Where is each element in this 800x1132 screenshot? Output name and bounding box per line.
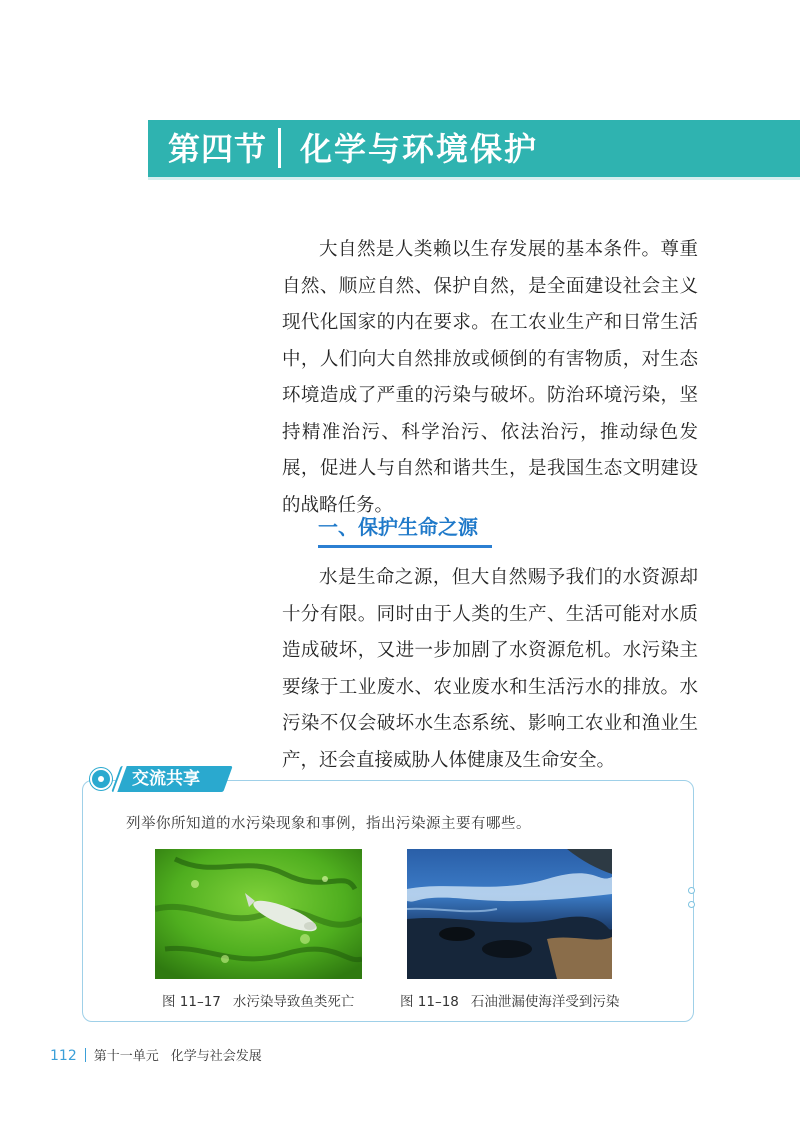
unit-title: 化学与社会发展 bbox=[170, 1049, 262, 1064]
box-edge-dot bbox=[688, 887, 695, 894]
banner-separator bbox=[278, 128, 281, 168]
subsection-title: 一、保护生命之源 bbox=[318, 515, 478, 539]
figure-caption-text-1: 水污染导致鱼类死亡 bbox=[232, 994, 355, 1010]
figure-oil-spill-photo bbox=[407, 849, 612, 979]
figure-number-2: 图 11–18 bbox=[400, 994, 459, 1010]
section-number: 第四节 bbox=[168, 130, 268, 168]
figure-caption-2 bbox=[400, 990, 619, 1010]
page-footer bbox=[50, 1046, 262, 1066]
tag-label: 交流共享 bbox=[132, 769, 200, 789]
subsection-underline bbox=[318, 545, 492, 548]
unit-number: 第十一单元 bbox=[93, 1049, 159, 1064]
figure-number-1: 图 11–17 bbox=[162, 994, 221, 1010]
figure-caption-1 bbox=[162, 990, 354, 1010]
subsection-paragraph: 水是生命之源，但大自然赐予我们的水资源却十分有限。同时由于人类的生产、生活可能对水质造成破坏，又进一步加剧了水资源危机。水污染主要缘于工业废水、农业废水和生活污水的排放。水污染不仅会破坏水生态系统、影响工农业和渔业生产，还会直接威胁人体健康及生命安全。 bbox=[282, 567, 698, 771]
discussion-icon bbox=[90, 768, 112, 790]
exchange-prompt: 列举你所知道的水污染现象和事例，指出污染源主要有哪些。 bbox=[126, 816, 531, 832]
page-number: 112 bbox=[50, 1048, 77, 1064]
section-title: 化学与环境保护 bbox=[300, 130, 539, 168]
figure-dead-fish-photo bbox=[155, 849, 362, 979]
banner-underline bbox=[148, 177, 800, 180]
intro-paragraph: 大自然是人类赖以生存发展的基本条件。尊重自然、顺应自然、保护自然，是全面建设社会主义现代化国家的内在要求。在工农业生产和日常生活中，人们向大自然排放或倾倒的有害物质，对生态环境造成了严重的污染与破坏。防治环境污染，坚持精准治污、科学治污、依法治污，推动绿色发展，促进人与自然和谐共生，是我国生态文明建设的战略任务。 bbox=[282, 239, 698, 516]
exchange-tag bbox=[84, 766, 238, 792]
box-edge-dot bbox=[688, 901, 695, 908]
figure-caption-text-2: 石油泄漏使海洋受到污染 bbox=[470, 994, 620, 1010]
footer-divider bbox=[85, 1048, 86, 1062]
